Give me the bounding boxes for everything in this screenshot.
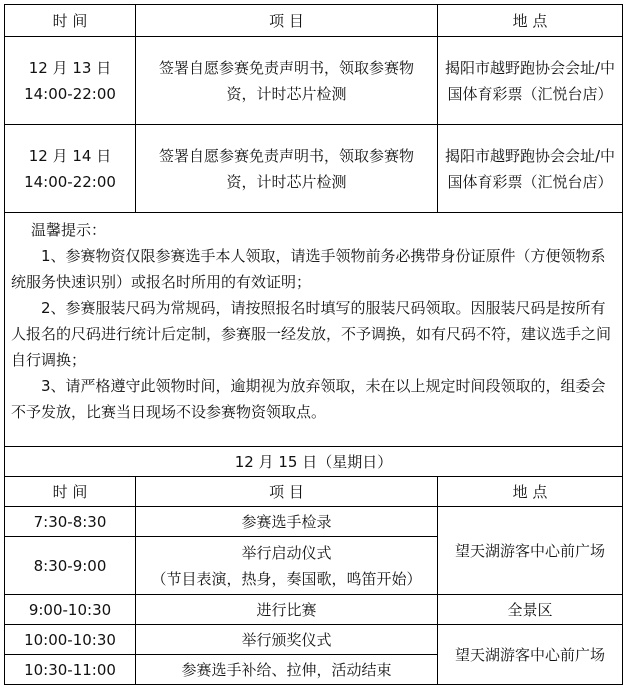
time-cell: 8:30-9:00 bbox=[5, 537, 136, 595]
place-cell: 望天湖游客中心前广场 bbox=[438, 507, 623, 595]
time-cell: 10:00-10:30 bbox=[5, 625, 136, 655]
place-cell: 揭阳市越野跑协会会址/中国体育彩票（汇悦台店） bbox=[438, 125, 623, 213]
place-cell: 揭阳市越野跑协会会址/中国体育彩票（汇悦台店） bbox=[438, 37, 623, 125]
header-place: 地 点 bbox=[438, 477, 623, 507]
item-cell bbox=[136, 537, 438, 595]
date-text: 12 月 14 日 bbox=[28, 146, 112, 165]
item-cell: 签署自愿参赛免责声明书，领取参赛物资，计时芯片检测 bbox=[136, 125, 438, 213]
header-time: 时 间 bbox=[5, 477, 136, 507]
item-cell: 签署自愿参赛免责声明书，领取参赛物资，计时芯片检测 bbox=[136, 37, 438, 125]
time-cell: 7:30-8:30 bbox=[5, 507, 136, 537]
header-row bbox=[5, 5, 623, 37]
item-cell: 参赛选手检录 bbox=[136, 507, 438, 537]
place-cell: 望天湖游客中心前广场 bbox=[438, 625, 623, 685]
schedule-table bbox=[4, 4, 623, 685]
header-time: 时 间 bbox=[5, 5, 136, 37]
date-text: 12 月 13 日 bbox=[28, 58, 112, 77]
schedule-document bbox=[4, 4, 622, 694]
race-day-title: 12 月 15 日（星期日） bbox=[5, 447, 623, 477]
item-cell: 举行颁奖仪式 bbox=[136, 625, 438, 655]
notice-item: 2、参赛服装尺码为常规码，请按照报名时填写的服装尺码领取。因服装尺码是按所有人报名的尺码进行统计后定制，参赛服一经发放，不予调换，如有尺码不符，建议选手之间自行调换； bbox=[11, 299, 612, 369]
header-row bbox=[5, 477, 623, 507]
table-row bbox=[5, 37, 623, 125]
header-place: 地 点 bbox=[438, 5, 623, 37]
place-cell: 全景区 bbox=[438, 595, 623, 625]
time-text: 14:00-22:00 bbox=[24, 84, 116, 103]
race-day-title-row bbox=[5, 447, 623, 477]
time-cell: 10:30-11:00 bbox=[5, 655, 136, 685]
notice-item: 3、请严格遵守此领物时间，逾期视为放弃领取，未在以上规定时间段领取的，组委会不予发放，比赛当日现场不设参赛物资领取点。 bbox=[11, 377, 606, 421]
notice-cell bbox=[5, 213, 623, 447]
table-row bbox=[5, 595, 623, 625]
date-cell bbox=[5, 37, 136, 125]
time-cell: 9:00-10:30 bbox=[5, 595, 136, 625]
header-item: 项 目 bbox=[136, 5, 438, 37]
notice-row bbox=[5, 213, 623, 447]
time-text: 14:00-22:00 bbox=[24, 172, 116, 191]
header-item: 项 目 bbox=[136, 477, 438, 507]
item-cell: 进行比赛 bbox=[136, 595, 438, 625]
table-row bbox=[5, 125, 623, 213]
item-line: （节目表演，热身，奏国歌，鸣笛开始） bbox=[151, 569, 422, 588]
notice-title: 温馨提示： bbox=[31, 221, 107, 239]
notice-item: 1、参赛物资仅限参赛选手本人领取，请选手领物前务必携带身份证原件（方便领物系统服务快速识别）或报名时所用的有效证明； bbox=[11, 247, 606, 291]
item-cell: 参赛选手补给、拉伸，活动结束 bbox=[136, 655, 438, 685]
item-line: 举行启动仪式 bbox=[241, 543, 332, 562]
table-row bbox=[5, 507, 623, 537]
date-cell bbox=[5, 125, 136, 213]
table-row bbox=[5, 625, 623, 655]
